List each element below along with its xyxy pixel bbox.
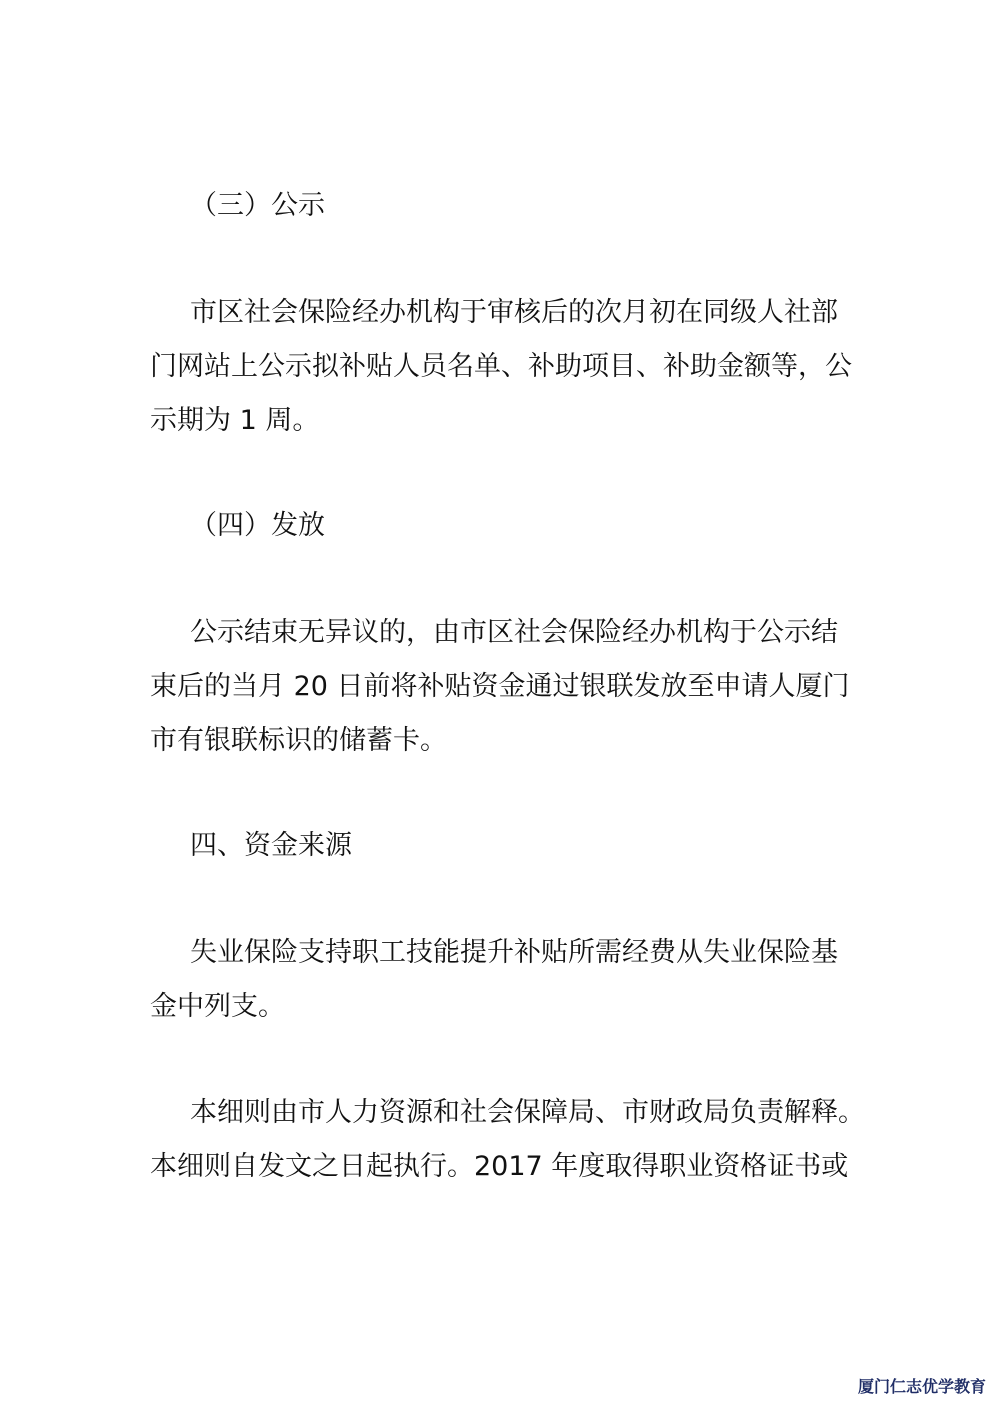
paragraph-line: 束后的当月 20 日前将补贴资金通过银联发放至申请人厦门	[150, 671, 850, 702]
paragraph-line: 示期为 1 周。	[150, 405, 320, 436]
paragraph-line: 金中列支。	[150, 991, 285, 1022]
paragraph-line: 本细则由市人力资源和社会保障局、市财政局负责解释。	[190, 1097, 865, 1128]
paragraph-line: 本细则自发文之日起执行。2017 年度取得职业资格证书或	[150, 1151, 849, 1182]
paragraph-line: 市有银联标识的储蓄卡。	[150, 725, 447, 756]
section-heading-distribution: （四）发放	[190, 510, 325, 541]
section-heading-funding-source: 四、资金来源	[190, 830, 352, 861]
watermark-text: 厦门仁志优学教育	[857, 1377, 986, 1396]
section-heading-publicity: （三）公示	[190, 190, 325, 221]
paragraph-line: 失业保险支持职工技能提升补贴所需经费从失业保险基	[190, 937, 838, 968]
paragraph-line: 公示结束无异议的，由市区社会保险经办机构于公示结	[190, 617, 838, 648]
paragraph-line: 市区社会保险经办机构于审核后的次月初在同级人社部	[190, 297, 838, 328]
paragraph-line: 门网站上公示拟补贴人员名单、补助项目、补助金额等，公	[150, 351, 852, 382]
